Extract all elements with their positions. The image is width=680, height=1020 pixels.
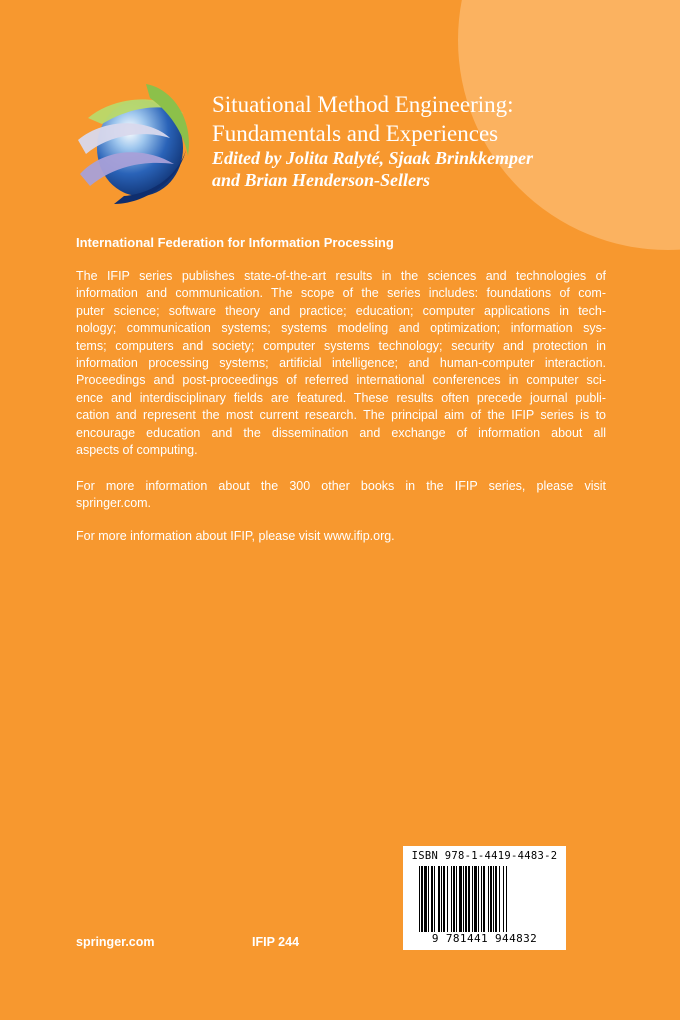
barcode-bar — [438, 866, 440, 932]
barcode-number: 9 781441 944832 — [431, 932, 538, 945]
barcode-bar — [434, 866, 435, 932]
isbn-label: ISBN 978-1-4419-4483-2 — [411, 850, 558, 862]
text-line: tems; computers and society; computer systems technology; security and protection in — [76, 338, 606, 353]
barcode-bar — [478, 866, 479, 932]
text-line: Proceedings and post-proceedings of referred international conferences in computer sci- — [76, 373, 606, 388]
series-volume: IFIP 244 — [252, 935, 300, 949]
text-line: For more information about IFIP, please visit www.ifip.org. — [76, 529, 395, 543]
barcode-bar — [447, 866, 448, 932]
barcode-bar — [490, 866, 492, 932]
book-title — [212, 90, 514, 148]
barcode-bar — [421, 866, 423, 932]
barcode-bar — [483, 866, 485, 932]
text-line: information and communication. The scope of the series includes: foundations of com- — [76, 286, 606, 301]
barcode-bar — [488, 866, 489, 932]
barcode-bar — [456, 866, 457, 932]
series-heading: International Federation for Information Processing — [76, 235, 394, 250]
barcode-bar — [493, 866, 494, 932]
barcode-bar — [431, 866, 433, 932]
barcode-bar — [472, 866, 473, 932]
barcode-bar — [481, 866, 482, 932]
publisher-link: springer.com — [76, 935, 155, 949]
barcode-bar — [453, 866, 455, 932]
title-line: Fundamentals and Experiences — [212, 121, 499, 146]
text-line: ence and interdisciplinary fields are featured. These results often precede journal publi- — [76, 390, 606, 405]
text-line: aspects of computing. — [76, 443, 198, 458]
text-line: puter science; software theory and practice; education; computer applications in tech- — [76, 303, 606, 318]
barcode-bar — [441, 866, 442, 932]
barcode-bar — [503, 866, 504, 932]
barcode-bar — [465, 866, 467, 932]
editors-line: and Brian Henderson-Sellers — [212, 170, 431, 190]
more-books-info — [76, 478, 606, 513]
title-line: Situational Method Engineering: — [212, 92, 514, 117]
book-editors — [212, 147, 533, 191]
barcode-bar — [424, 866, 427, 932]
barcode-bar — [419, 866, 420, 932]
barcode-bar — [506, 866, 507, 932]
barcode-bar — [499, 866, 500, 932]
text-line: The IFIP series publishes state-of-the-art results in the sciences and technologies of — [76, 269, 606, 283]
text-line: For more information about the 300 other books in the IFIP series, please visit — [76, 479, 606, 493]
series-description — [76, 268, 606, 459]
barcode-bar — [474, 866, 477, 932]
text-line: springer.com. — [76, 496, 152, 511]
barcode-bars — [419, 866, 550, 932]
barcode-bar — [495, 866, 497, 932]
barcode-bar — [451, 866, 452, 932]
ifip-info — [76, 528, 606, 545]
barcode-bar — [463, 866, 464, 932]
text-line: information processing systems; artificial intelligence; and human-computer interaction. — [76, 356, 606, 371]
barcode-bar — [443, 866, 445, 932]
editors-line: Edited by Jolita Ralyté, Sjaak Brinkkemper — [212, 148, 533, 168]
globe-swoosh-logo-icon — [74, 78, 200, 210]
text-line: cation and represent the most current research. The principal aim of the IFIP series is to — [76, 408, 606, 423]
barcode-bar — [459, 866, 462, 932]
isbn-barcode — [403, 846, 566, 950]
text-line: nology; communication systems; systems modeling and optimization; information sys- — [76, 321, 606, 336]
barcode-bar — [468, 866, 470, 932]
barcode-bar — [428, 866, 429, 932]
text-line: encourage education and the dissemination and exchange of information about all — [76, 425, 606, 440]
